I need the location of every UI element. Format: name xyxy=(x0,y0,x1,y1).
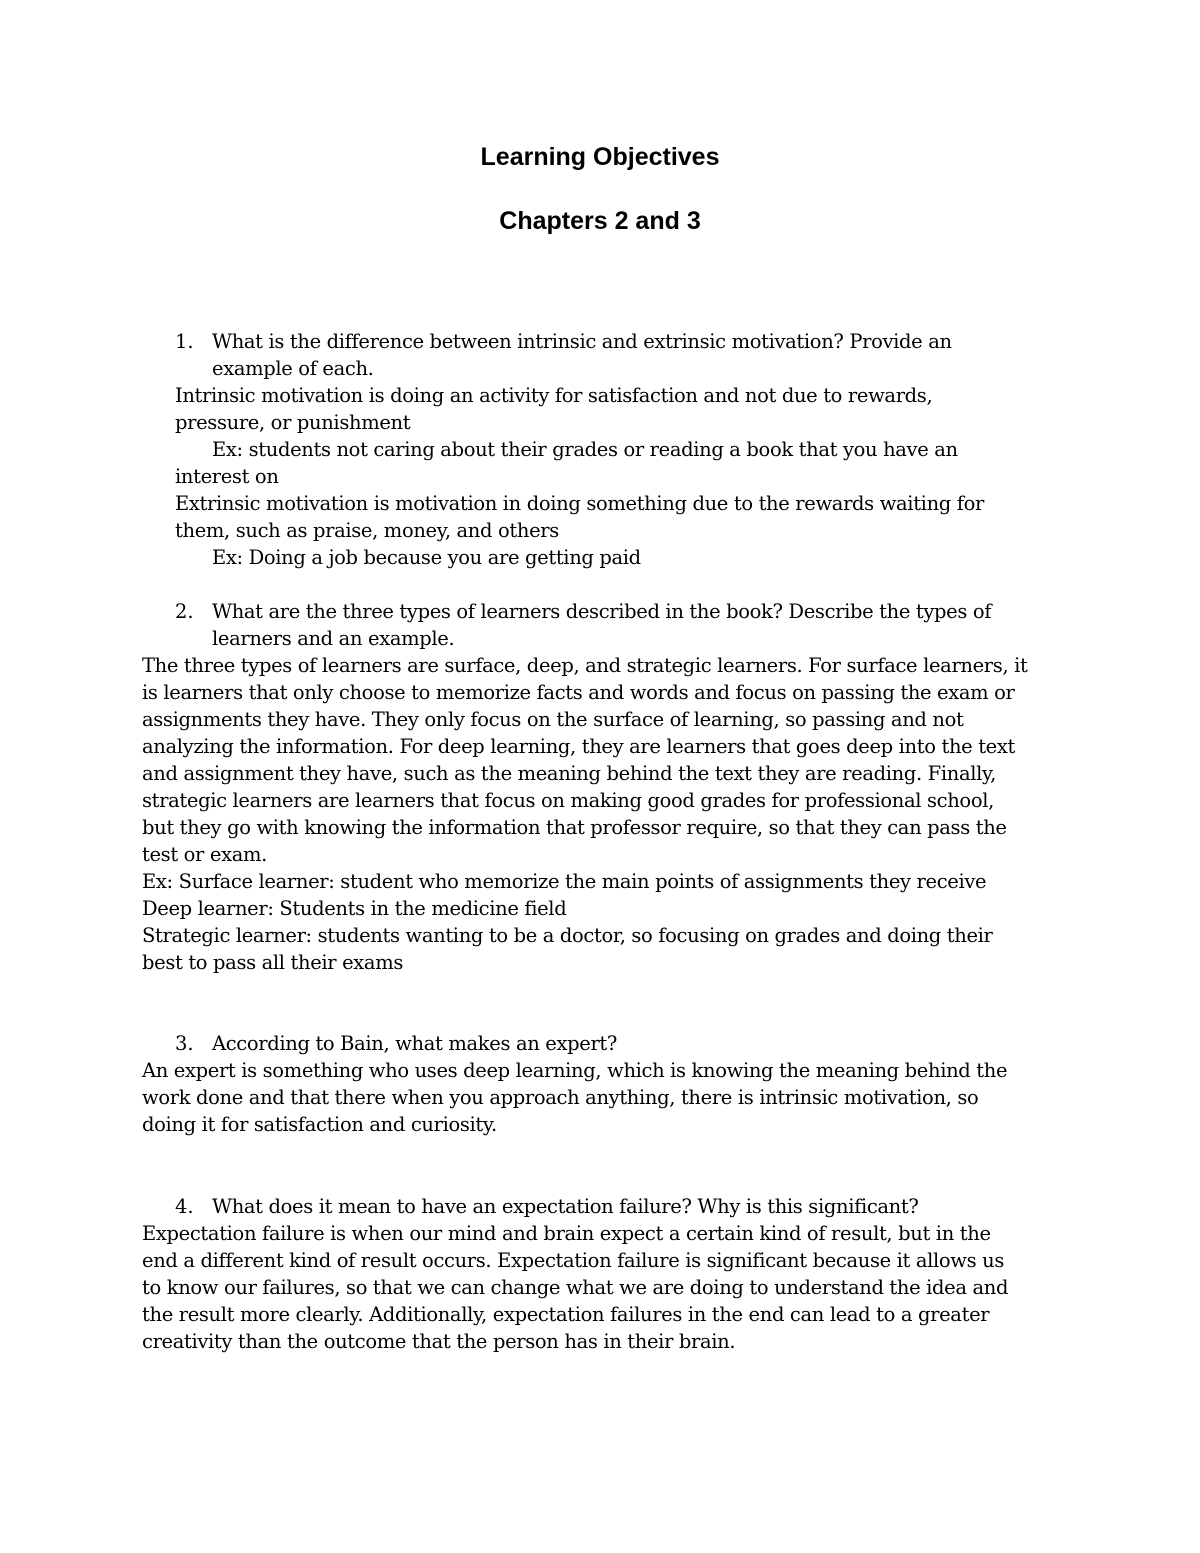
answer-text-line: and assignment they have, such as the meaning behind the text they are reading. Finally, xyxy=(142,762,996,785)
answer-text-line: An expert is something who uses deep learning, which is knowing the meaning behind the xyxy=(142,1059,1008,1082)
answer-text-line: them, such as praise, money, and others xyxy=(175,519,559,542)
answer-text-line: The three types of learners are surface, deep, and strategic learners. For surface learners, it xyxy=(142,654,1028,677)
answer-text-line: to know our failures, so that we can change what we are doing to understand the idea and xyxy=(142,1276,1009,1299)
question-text-line: example of each. xyxy=(212,357,374,380)
answer-text-line: creativity than the outcome that the person has in their brain. xyxy=(142,1330,736,1353)
answer-text-line: pressure, or punishment xyxy=(175,411,411,434)
answer-text-line: Extrinsic motivation is motivation in doing something due to the rewards waiting for xyxy=(175,492,984,515)
answer-text-line: interest on xyxy=(175,465,279,488)
answer-text-line: end a different kind of result occurs. Expectation failure is significant because it allows us xyxy=(142,1249,1005,1272)
answer-text-line: Ex: students not caring about their grades or reading a book that you have an xyxy=(212,438,958,461)
answer-text-line: is learners that only choose to memorize facts and words and focus on passing the exam or xyxy=(142,681,1015,704)
answer-text-line: the result more clearly. Additionally, expectation failures in the end can lead to a greater xyxy=(142,1303,990,1326)
question-number: 3. xyxy=(175,1032,194,1055)
question-text-line: learners and an example. xyxy=(212,627,455,650)
answer-text-line: Ex: Surface learner: student who memorize the main points of assignments they receive xyxy=(142,870,987,893)
answer-text-line: but they go with knowing the information that professor require, so that they can pass the xyxy=(142,816,1007,839)
answer-text-line: Intrinsic motivation is doing an activity for satisfaction and not due to rewards, xyxy=(175,384,933,407)
question-number: 4. xyxy=(175,1195,194,1218)
question-text-line: What does it mean to have an expectation failure? Why is this significant? xyxy=(212,1195,919,1218)
answer-text-line: analyzing the information. For deep learning, they are learners that goes deep into the text xyxy=(142,735,1015,758)
answer-text-line: doing it for satisfaction and curiosity. xyxy=(142,1113,497,1136)
answer-text-line: work done and that there when you approach anything, there is intrinsic motivation, so xyxy=(142,1086,979,1109)
answer-text-line: assignments they have. They only focus on the surface of learning, so passing and not xyxy=(142,708,964,731)
answer-text-line: strategic learners are learners that focus on making good grades for professional school, xyxy=(142,789,994,812)
answer-text-line: Deep learner: Students in the medicine field xyxy=(142,897,567,920)
answer-text-line: best to pass all their exams xyxy=(142,951,404,974)
answer-text-line: Strategic learner: students wanting to be a doctor, so focusing on grades and doing their xyxy=(142,924,993,947)
question-number: 1. xyxy=(175,330,194,353)
answer-text-line: test or exam. xyxy=(142,843,267,866)
question-text-line: What is the difference between intrinsic and extrinsic motivation? Provide an xyxy=(212,330,952,353)
answer-text-line: Ex: Doing a job because you are getting paid xyxy=(212,546,641,569)
question-text-line: According to Bain, what makes an expert? xyxy=(212,1032,618,1055)
document-subtitle: Chapters 2 and 3 xyxy=(499,207,701,235)
question-number: 2. xyxy=(175,600,194,623)
question-text-line: What are the three types of learners described in the book? Describe the types of xyxy=(212,600,992,623)
answer-text-line: Expectation failure is when our mind and brain expect a certain kind of result, but in the xyxy=(142,1222,991,1245)
document-title: Learning Objectives xyxy=(480,143,720,171)
